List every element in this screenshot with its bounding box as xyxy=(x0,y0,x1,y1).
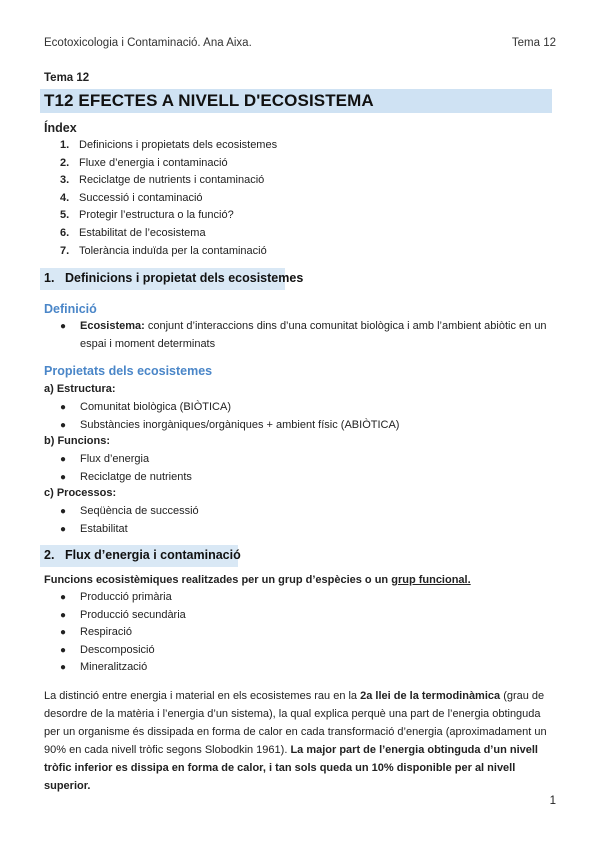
list-item: ● Descomposició xyxy=(60,643,155,656)
group-a-list xyxy=(60,399,399,434)
running-header-left: Ecotoxicologia i Contaminació. Ana Aixa. xyxy=(44,37,252,49)
index-item[interactable]: 7. Tolerància induïda per la contaminació xyxy=(60,244,267,257)
index-item[interactable]: 4. Successió i contaminació xyxy=(60,191,203,204)
section2-heading: 2. Flux d’energia i contaminació xyxy=(44,548,241,562)
list-item: ● Producció primària xyxy=(60,591,172,603)
list-item: ● Producció secundària xyxy=(60,608,186,621)
list-item: ● Mineralització xyxy=(60,661,148,673)
list-item: ● Comunitat biològica (BIÒTICA) xyxy=(60,401,231,413)
index-item[interactable]: 6. Estabilitat de l’ecosistema xyxy=(60,226,206,239)
list-item: ● Substàncies inorgàniques/orgàniques + ambient físic (ABIÒTICA) xyxy=(60,418,400,431)
index-heading: Índex xyxy=(44,121,77,135)
section1-heading: 1. Definicions i propietat dels ecosistemes xyxy=(44,271,304,285)
page-number: 1 xyxy=(549,795,556,807)
group-a-label: a) Estructura: xyxy=(44,383,116,395)
section2-paragraph: La distinció entre energia i material en els ecosistemes rau en la 2a llei de la termodinàmica (grau de desordre de la matèria i l’energia d’un sistema), la qual explica perquè una part de l’energia obtinguda per un organisme és dissipada en forma de calor en cada transformació d’energia (aproximadament un 90% en cada nivell tròfic segons Slobodkin 1961). La major part de l’energia obtinguda d’un nivell tròfic inferior es dissipa en forma de calor, i tan sols queda un 10% disponible per al nivell superior. xyxy=(44,690,547,792)
list-item: ● Estabilitat xyxy=(60,522,128,535)
properties-heading: Propietats dels ecosistemes xyxy=(44,364,213,378)
group-b-label: b) Funcions: xyxy=(44,435,110,447)
index-item[interactable]: 3. Reciclatge de nutrients i contaminació xyxy=(60,174,265,187)
index-item[interactable]: 1. Definicions i propietats dels ecosistemes xyxy=(60,139,278,151)
index-item[interactable]: 2. Fluxe d’energia i contaminació xyxy=(60,156,228,169)
definition-block: ● Ecosistema: conjunt d’interaccions dins d’una comunitat biològica i amb l’ambient abiòtic en un espai i moment determinats xyxy=(60,320,547,350)
section2-lead: Funcions ecosistèmiques realitzades per un grup d’espècies o un grup funcional. xyxy=(44,574,471,586)
group-b-list xyxy=(60,451,192,486)
group-c-label: c) Processos: xyxy=(44,487,117,499)
definition-heading: Definició xyxy=(44,302,97,316)
topic-label: Tema 12 xyxy=(44,72,90,84)
group-c-list xyxy=(60,503,199,538)
list-item: ● Respiració xyxy=(60,626,132,638)
list-item: ● Reciclatge de nutrients xyxy=(60,470,192,483)
running-header-right: Tema 12 xyxy=(511,37,556,49)
list-item: ● Flux d’energia xyxy=(60,453,150,465)
index-item[interactable]: 5. Protegir l’estructura o la funció? xyxy=(60,209,234,222)
page-title: T12 EFECTES A NIVELL D'ECOSISTEMA xyxy=(44,91,374,110)
functions-list xyxy=(60,589,186,677)
index-list xyxy=(60,139,540,262)
list-item: ● Seqüència de successió xyxy=(60,505,199,517)
